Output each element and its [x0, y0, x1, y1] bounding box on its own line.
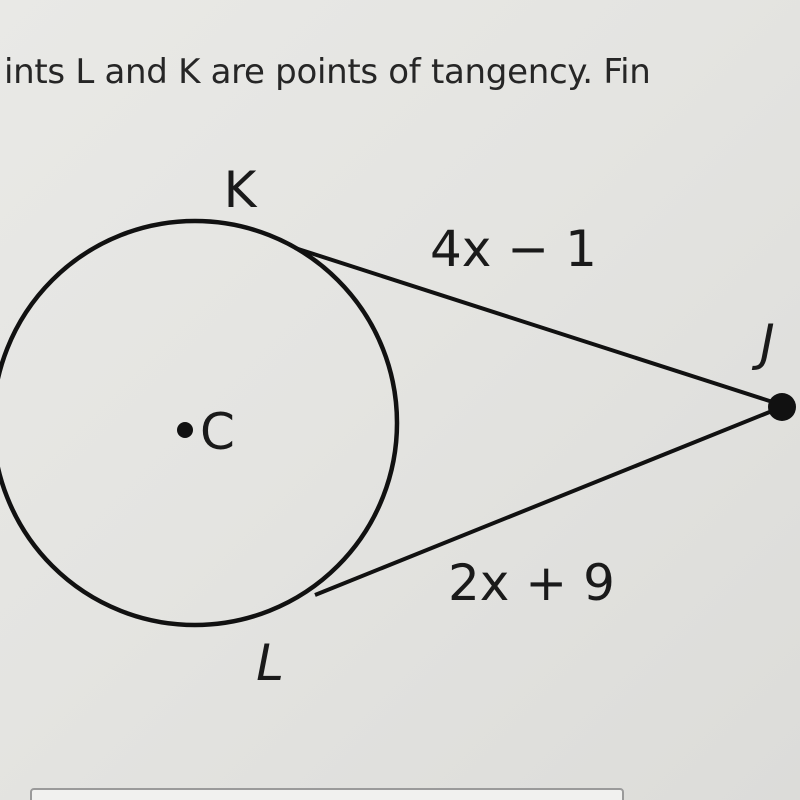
- problem-statement: ints L and K are points of tangency. Fin: [4, 52, 651, 92]
- label-C: C: [200, 403, 235, 461]
- segment-label-KJ: 4x − 1: [430, 220, 597, 278]
- label-K: K: [223, 161, 257, 219]
- circle: [0, 221, 397, 625]
- segment-label-LJ: 2x + 9: [448, 554, 615, 612]
- answer-input[interactable]: [30, 788, 624, 800]
- label-L: L: [256, 634, 284, 692]
- label-J: J: [760, 314, 775, 372]
- external-point-J: [768, 393, 796, 421]
- center-point-C: [177, 422, 193, 438]
